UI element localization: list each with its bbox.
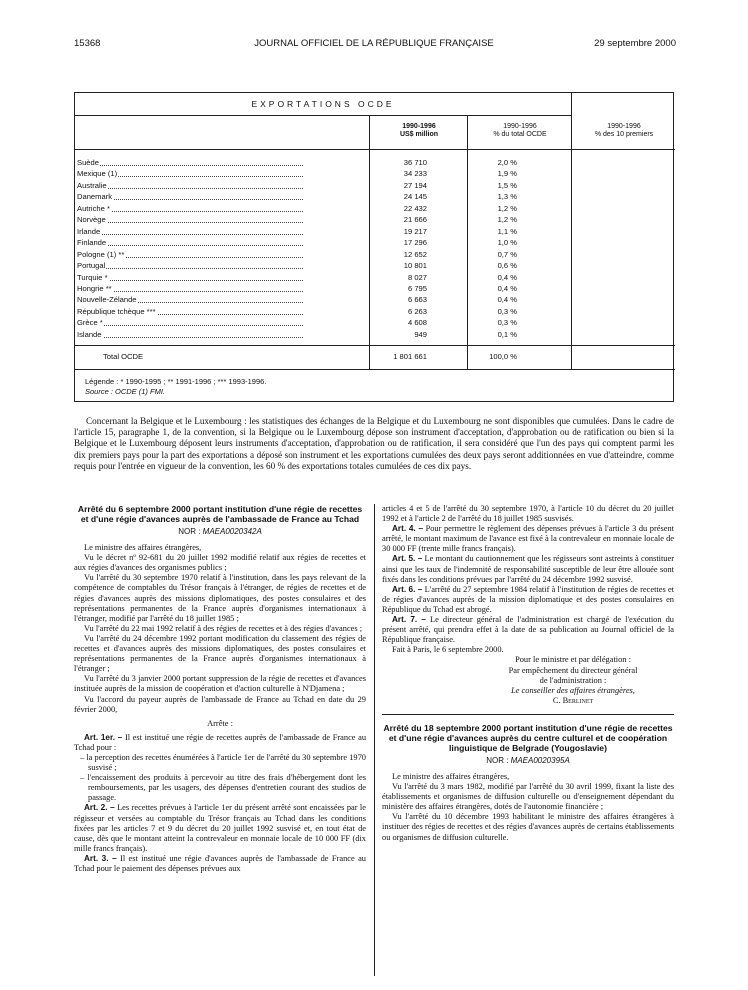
col-header-usd-unit: US$ million — [399, 131, 439, 138]
export-value: 6 263 — [407, 306, 427, 316]
visa-paragraph: Vu l'arrêté du 22 mai 1992 relatif à des régies de recettes et à des régies d'avances ; — [84, 623, 363, 633]
table-title: EXPORTATIONS OCDE — [251, 99, 395, 109]
nor-label: NOR : — [178, 527, 201, 536]
signatory-name: C. Berlinet — [552, 695, 594, 705]
visa-paragraph: Vu l'arrêté du 30 septembre 1970 relatif à l'institution, dans les pays relevant de la compétence de comptables du Trésor français à l'étranger, de régies de recettes et de régies d'avances auprès des missions diplomatiques, des postes consulaires et des représentations permanentes de la France auprès d'organismes internationaux à l'étranger, modifié par l'arrêté du 18 juillet 1985 ; — [74, 573, 366, 623]
export-percent: 1,2 % — [497, 215, 517, 225]
export-value: 949 — [414, 329, 427, 339]
col-header-oecd-share — [469, 123, 571, 139]
country-name: Hongrie ** — [77, 283, 303, 294]
country-name: Finlande — [77, 237, 303, 248]
export-value: 10 801 — [403, 261, 427, 271]
page-number: 15368 — [74, 38, 101, 49]
journal-title: JOURNAL OFFICIEL DE LA RÉPUBLIQUE FRANÇAISE — [254, 38, 494, 49]
visa-paragraph: Vu l'arrêté du 24 décembre 1992 portant modification du classement des régies de recettes et d'avances auprès des missions diplomatiques, des postes consulaires et représentations permanentes de la France auprès d'organismes internationaux à l'étranger ; — [74, 633, 366, 674]
article-text: Le directeur général de l'administration est chargé de l'exécution du présent arrêté, qui prendra effet à la date de sa publication au Journal officiel de la République française. — [382, 615, 674, 645]
total-value: 1 801 661 — [393, 352, 427, 361]
article-text: Pour permettre le règlement des dépenses prévues à l'article 3 du présent arrêté, le montant maximum de l'avance est fixé à la contrevaleur en monnaie locale de 30 000 FF (trente mille francs français). — [382, 524, 674, 554]
country-name: Grèce * — [77, 317, 303, 328]
export-value: 21 666 — [403, 215, 427, 225]
export-value: 34 233 — [403, 169, 427, 179]
signature-line: Pour le ministre et par délégation : — [515, 655, 631, 665]
country-name: Autriche * — [77, 203, 303, 214]
country-name: Norvège — [77, 214, 303, 225]
article-label: Art. 2. – — [84, 803, 115, 813]
export-value: 6 795 — [407, 283, 427, 293]
export-value: 17 296 — [403, 238, 427, 248]
export-percent: 0,4 % — [497, 283, 517, 293]
decree-title-tchad: Arrêté du 6 septembre 2000 portant institution d'une régie de recettes et d'une régie d'avances auprès de l'ambassade de France au Tchad — [77, 504, 363, 524]
country-name: Mexique (1) — [77, 168, 303, 179]
article-text: Le montant du cautionnement que les régisseurs sont astreints à constituer ainsi que les taux de l'indemnité de responsabilité susceptible de leur être allouée sont fixés dans les conditions prévues par l'arrêté du 24 décembre 1992 susvisé. — [382, 554, 674, 584]
signature-line: Le conseiller des affaires étrangères, — [511, 685, 635, 695]
export-value: 4 608 — [407, 318, 427, 328]
visa-paragraph: Vu l'arrêté du 10 décembre 1993 habilitant le ministre des affaires étrangères à instituer des régies de recettes et des régies d'avances auprès de certains établissements ou organismes de diffusion culturelle. — [382, 812, 674, 842]
nor-code: MAEA0020395A — [510, 755, 570, 765]
export-percent: 0,1 % — [497, 329, 517, 339]
export-value: 36 710 — [403, 158, 427, 167]
nor-code: MAEA0020342A — [202, 527, 262, 536]
country-name: Irlande — [77, 226, 303, 237]
article-1 — [74, 733, 366, 753]
col-header-oecd-unit: % du total OCDE — [493, 131, 547, 138]
country-name: Islande — [77, 329, 303, 340]
article-label: Art. 7. – — [392, 615, 426, 625]
col-header-usd — [371, 123, 467, 139]
signature-line: Par empêchement du directeur général — [508, 665, 638, 675]
minister-intro: Le ministre des affaires étrangères, — [392, 771, 510, 781]
article-7 — [382, 615, 674, 645]
list-item: – l'encaissement des produits à percevoir au titre des frais d'hébergement dont les remboursements, par les usagers, des dépenses d'entretien courant des studios de passage. — [80, 773, 366, 803]
article-label: Art. 6. – — [392, 584, 423, 594]
export-percent: 1,3 % — [497, 192, 517, 202]
country-name: Suède — [77, 157, 303, 168]
export-percent: 0,4 % — [497, 295, 517, 305]
article-text: Les recettes prévues à l'article 1er du présent arrêté sont encaissées par le régisseur et versées au comptable du Trésor français au Tchad dans les conditions fixées par les articles 7 et 9 du décret du 20 juillet 1992 susvisé et, en tout état de cause, dès que le montant atteint la contrevaleur en monnaie locale de 10 000 FF (dix mille francs français). — [74, 803, 366, 853]
article-3 — [74, 854, 366, 874]
visa-paragraph: Vu l'arrêté du 3 janvier 2000 portant suppression de la régie de recettes et d'avances instituée auprès de la mission de coopération et d'action culturelle à N'Djamena ; — [74, 674, 366, 694]
article-text: Il est institué une régie de recettes auprès de l'ambassade de France au Tchad pour : — [74, 732, 367, 752]
col-header-top10-period: 1990-1996 — [607, 123, 641, 130]
left-column — [74, 504, 366, 874]
export-value: 27 194 — [403, 180, 427, 190]
continuation-text: articles 4 et 5 de l'arrêté du 30 septembre 1970, à l'article 10 du décret du 20 juillet 1992 et à l'article 2 de l'arrêté du 18 juillet 1985 susvisés. — [382, 504, 674, 524]
signature-place-date: Fait à Paris, le 6 septembre 2000. — [392, 645, 504, 655]
export-value: 19 217 — [403, 226, 427, 236]
table-source: Source : OCDE (1) FMI. — [85, 387, 166, 396]
visa-paragraph: Vu l'accord du payeur auprès de l'ambassade de France au Tchad en date du 29 février 2000, — [74, 694, 366, 714]
col-header-oecd-period: 1990-1996 — [503, 123, 537, 130]
article-6 — [382, 585, 674, 615]
country-name: Portugal — [77, 260, 303, 271]
export-value: 12 652 — [403, 249, 427, 259]
right-column — [382, 504, 674, 843]
export-value: 6 663 — [407, 295, 427, 305]
article-4 — [382, 524, 674, 554]
col-header-top10-share — [573, 123, 675, 139]
issue-date: 29 septembre 2000 — [594, 38, 676, 49]
country-name: Danemark — [77, 191, 303, 202]
export-value: 24 145 — [403, 192, 427, 202]
visa-paragraph: Vu le décret nº 92-681 du 20 juillet 1992 modifié relatif aux régies de recettes et aux régies d'avances des organismes publics ; — [74, 553, 366, 573]
article-text: L'arrêté du 27 septembre 1984 relatif à l'institution de régies de recettes et de régies d'avances auprès de la mission diplomatique et des postes consulaires en République du Tchad est abrogé. — [382, 584, 674, 614]
export-percent: 1,1 % — [497, 226, 517, 236]
table-legend: Légende : * 1990-1995 ; ** 1991-1996 ; *** 1993-1996. — [85, 377, 267, 386]
export-percent: 1,9 % — [497, 169, 517, 179]
export-percent: 0,4 % — [497, 272, 517, 282]
country-name: Nouvelle-Zélande — [77, 294, 303, 305]
total-label: Total OCDE — [103, 352, 144, 361]
col-header-top10-unit: % des 10 premiers — [594, 131, 654, 138]
export-percent: 2,0 % — [497, 158, 517, 167]
signature-line: de l'administration : — [539, 675, 607, 685]
export-percent: 1,5 % — [497, 180, 517, 190]
arrete-heading: Arrête : — [207, 718, 233, 728]
article-label: Art. 3. – — [84, 853, 117, 863]
export-percent: 0,3 % — [497, 306, 517, 316]
belgium-luxembourg-note: Concernant la Belgique et le Luxembourg : les statistiques des échanges de la Belgique et du Luxembourg ne sont disponibles que cumulées. Dans le cadre de l'article 15, paragraphe 1, de la convention, si la Belgique ou le Luxembourg dépose son instrument d'acceptation, d'approbation ou de ratification ou bien si la Belgique et le Luxembourg déposent leurs instruments d'acceptation, d'approbation ou de ratification, il sera considéré que l'un des pays qui comptent parmi les dix premiers pays pour la part des exportations a déposé son instrument et les exportations cumulées des deux pays seront additionnées en vue d'atteindre, comme requis pour l'entrée en vigueur de la convention, les 60 % des exportations totales cumulées de ces dix pays. — [74, 416, 674, 471]
article-label: Art. 5. – — [392, 554, 423, 564]
country-name: Australie — [77, 180, 303, 191]
export-percent: 1,2 % — [497, 203, 517, 213]
nor-label: NOR : — [486, 755, 509, 765]
article-2 — [74, 803, 366, 853]
visa-paragraph: Vu l'arrêté du 3 mars 1982, modifié par l'arrêté du 30 avril 1999, fixant la liste des établissements et organismes de diffusion culturelle ou d'enseignement dépendant du ministère des affaires étrangères, dotés de l'autonomie financière ; — [382, 782, 674, 812]
nor-reference — [74, 527, 366, 537]
article-5 — [382, 554, 674, 584]
exports-table — [74, 92, 674, 402]
export-value: 22 432 — [403, 203, 427, 213]
col-header-usd-period: 1990-1996 — [402, 123, 436, 130]
export-percent: 0,6 % — [497, 261, 517, 271]
country-name: Turquie * — [77, 272, 303, 283]
list-item: – la perception des recettes énumérées à l'article 1er de l'arrêté du 30 septembre 1970 susvisé ; — [80, 752, 366, 773]
column-divider — [374, 504, 375, 976]
decree-title-belgrade: Arrêté du 18 septembre 2000 portant institution d'une régie de recettes et d'une régie d'avances auprès du centre culturel et de coopération linguistique de Belgrade (Yougoslavie) — [383, 722, 673, 753]
article-label: Art. 4. – — [392, 524, 423, 534]
country-name: République tchèque *** — [77, 306, 303, 317]
export-percent: 1,0 % — [497, 238, 517, 248]
article-text: Il est institué une régie d'avances auprès de l'ambassade de France au Tchad pour le paiement des dépenses prévues aux — [74, 853, 366, 873]
export-percent: 0,3 % — [497, 318, 517, 328]
export-value: 8 027 — [407, 272, 427, 282]
nor-reference — [382, 756, 674, 766]
section-separator — [382, 714, 674, 715]
export-percent: 0,7 % — [497, 249, 517, 259]
minister-intro: Le ministre des affaires étrangères, — [84, 543, 202, 553]
article-label: Art. 1er. – — [84, 732, 123, 742]
total-percent: 100,0 % — [489, 352, 517, 361]
country-name: Pologne (1) ** — [77, 249, 303, 260]
